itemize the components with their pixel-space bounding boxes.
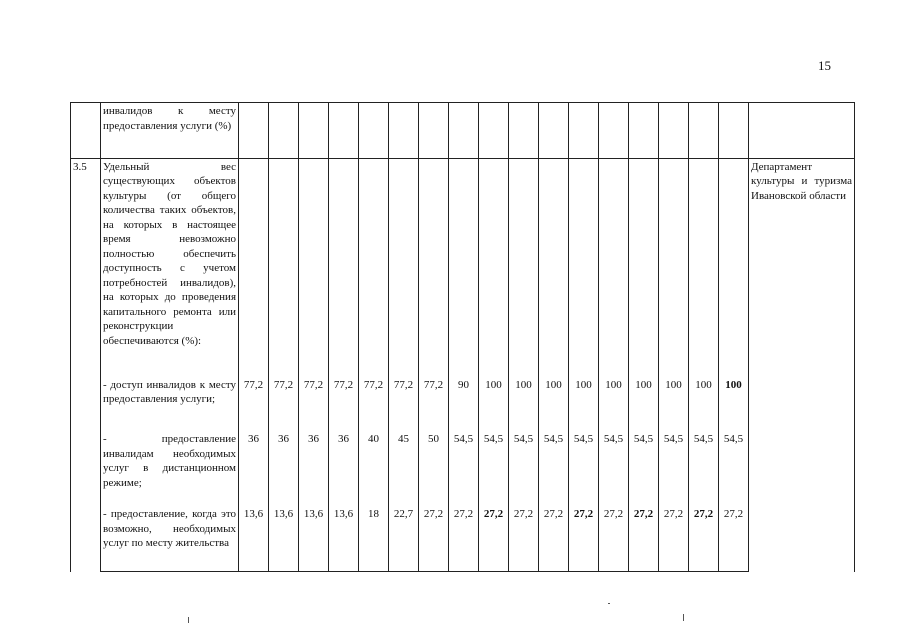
header-value-cell xyxy=(599,158,629,377)
continued-row-organization-cell xyxy=(749,103,855,159)
value-cell: 22,7 xyxy=(389,506,419,571)
header-value-cell xyxy=(329,158,359,377)
row-number: 3.5 xyxy=(71,158,101,571)
header-value-cell xyxy=(359,158,389,377)
page-number: 15 xyxy=(818,58,831,73)
value-cell: 100 xyxy=(479,377,509,432)
value-cell: 27,2 xyxy=(719,506,749,571)
value-cell: 27,2 xyxy=(569,506,599,571)
value-cell: 13,6 xyxy=(269,506,299,571)
value-cell: 36 xyxy=(299,431,329,506)
value-cell: 54,5 xyxy=(629,431,659,506)
continued-row-value-cell xyxy=(239,103,269,159)
continued-row-value-cell xyxy=(629,103,659,159)
header-value-cell xyxy=(629,158,659,377)
header-value-cell xyxy=(539,158,569,377)
sub-item-row xyxy=(71,506,855,571)
value-cell: 100 xyxy=(629,377,659,432)
value-cell: 13,6 xyxy=(239,506,269,571)
continued-row-value-cell xyxy=(599,103,629,159)
value-cell: 27,2 xyxy=(659,506,689,571)
header-value-cell xyxy=(719,158,749,377)
value-cell: 100 xyxy=(509,377,539,432)
value-cell: 54,5 xyxy=(569,431,599,506)
value-cell: 27,2 xyxy=(629,506,659,571)
continued-row-value-cell xyxy=(269,103,299,159)
header-value-cell xyxy=(479,158,509,377)
value-cell: 77,2 xyxy=(359,377,389,432)
value-cell: 54,5 xyxy=(719,431,749,506)
value-cell: 90 xyxy=(449,377,479,432)
value-cell: 36 xyxy=(329,431,359,506)
header-value-cell xyxy=(689,158,719,377)
value-cell: 54,5 xyxy=(539,431,569,506)
header-value-cell xyxy=(509,158,539,377)
continued-row-value-cell xyxy=(449,103,479,159)
value-cell: 36 xyxy=(269,431,299,506)
value-cell: 18 xyxy=(359,506,389,571)
responsible-organization: Департамент культуры и туризма Ивановской области xyxy=(749,158,855,571)
value-cell: 100 xyxy=(569,377,599,432)
row-title: Удельный вес существующих объектов культуры (от общего количества таких объектов, на которых в настоящее время невозможно полностью обеспечить доступность с учетом потребностей инвалидов), на которых до проведения капитального ремонта или реконструкции обеспечиваются (%): xyxy=(101,158,239,377)
sub-item-row xyxy=(71,377,855,432)
value-cell: 77,2 xyxy=(389,377,419,432)
value-cell: 54,5 xyxy=(449,431,479,506)
value-cell: 77,2 xyxy=(299,377,329,432)
continued-row-value-cell xyxy=(509,103,539,159)
header-value-cell xyxy=(269,158,299,377)
value-cell: 100 xyxy=(689,377,719,432)
continued-row-value-cell xyxy=(389,103,419,159)
value-cell: 27,2 xyxy=(599,506,629,571)
value-cell: 45 xyxy=(389,431,419,506)
header-value-cell xyxy=(239,158,269,377)
continued-row-number-cell xyxy=(71,103,101,159)
continued-row-value-cell xyxy=(569,103,599,159)
continued-row-value-cell xyxy=(359,103,389,159)
value-cell: 27,2 xyxy=(509,506,539,571)
value-cell: 27,2 xyxy=(479,506,509,571)
value-cell: 54,5 xyxy=(599,431,629,506)
header-value-cell xyxy=(419,158,449,377)
value-cell: 13,6 xyxy=(299,506,329,571)
scan-mark xyxy=(608,603,610,604)
value-cell: 27,2 xyxy=(449,506,479,571)
value-cell: 100 xyxy=(599,377,629,432)
continued-row-value-cell xyxy=(719,103,749,159)
value-cell: 100 xyxy=(659,377,689,432)
continued-row-value-cell xyxy=(689,103,719,159)
value-cell: 77,2 xyxy=(329,377,359,432)
header-value-cell xyxy=(569,158,599,377)
continued-row-value-cell xyxy=(539,103,569,159)
continued-row-value-cell xyxy=(479,103,509,159)
value-cell: 40 xyxy=(359,431,389,506)
continued-row-value-cell xyxy=(659,103,689,159)
sub-item-label: - доступ инвалидов к месту предоставления услуги; xyxy=(101,377,239,432)
value-cell: 13,6 xyxy=(329,506,359,571)
sub-item-label: - предоставление, когда это возможно, необходимых услуг по месту жительства xyxy=(101,506,239,571)
header-value-cell xyxy=(659,158,689,377)
value-cell: 27,2 xyxy=(689,506,719,571)
value-cell: 50 xyxy=(419,431,449,506)
value-cell: 54,5 xyxy=(689,431,719,506)
value-cell: 54,5 xyxy=(659,431,689,506)
value-cell: 27,2 xyxy=(539,506,569,571)
value-cell: 100 xyxy=(719,377,749,432)
header-value-cell xyxy=(299,158,329,377)
continued-row-value-cell xyxy=(299,103,329,159)
continued-row xyxy=(71,103,855,159)
continued-row-value-cell xyxy=(329,103,359,159)
value-cell: 77,2 xyxy=(239,377,269,432)
header-value-cell xyxy=(389,158,419,377)
value-cell: 54,5 xyxy=(479,431,509,506)
indicators-table xyxy=(70,102,855,572)
scan-mark xyxy=(188,617,189,623)
continued-row-text: инвалидов к месту предоставления услуги (%) xyxy=(101,103,239,159)
value-cell: 27,2 xyxy=(419,506,449,571)
sub-item-row xyxy=(71,431,855,506)
value-cell: 36 xyxy=(239,431,269,506)
row-3-5-header xyxy=(71,158,855,377)
value-cell: 77,2 xyxy=(419,377,449,432)
header-value-cell xyxy=(449,158,479,377)
sub-item-label: - предоставление инвалидам необходимых услуг в дистанционном режиме; xyxy=(101,431,239,506)
value-cell: 100 xyxy=(539,377,569,432)
scan-mark xyxy=(683,614,684,621)
value-cell: 77,2 xyxy=(269,377,299,432)
continued-row-value-cell xyxy=(419,103,449,159)
value-cell: 54,5 xyxy=(509,431,539,506)
